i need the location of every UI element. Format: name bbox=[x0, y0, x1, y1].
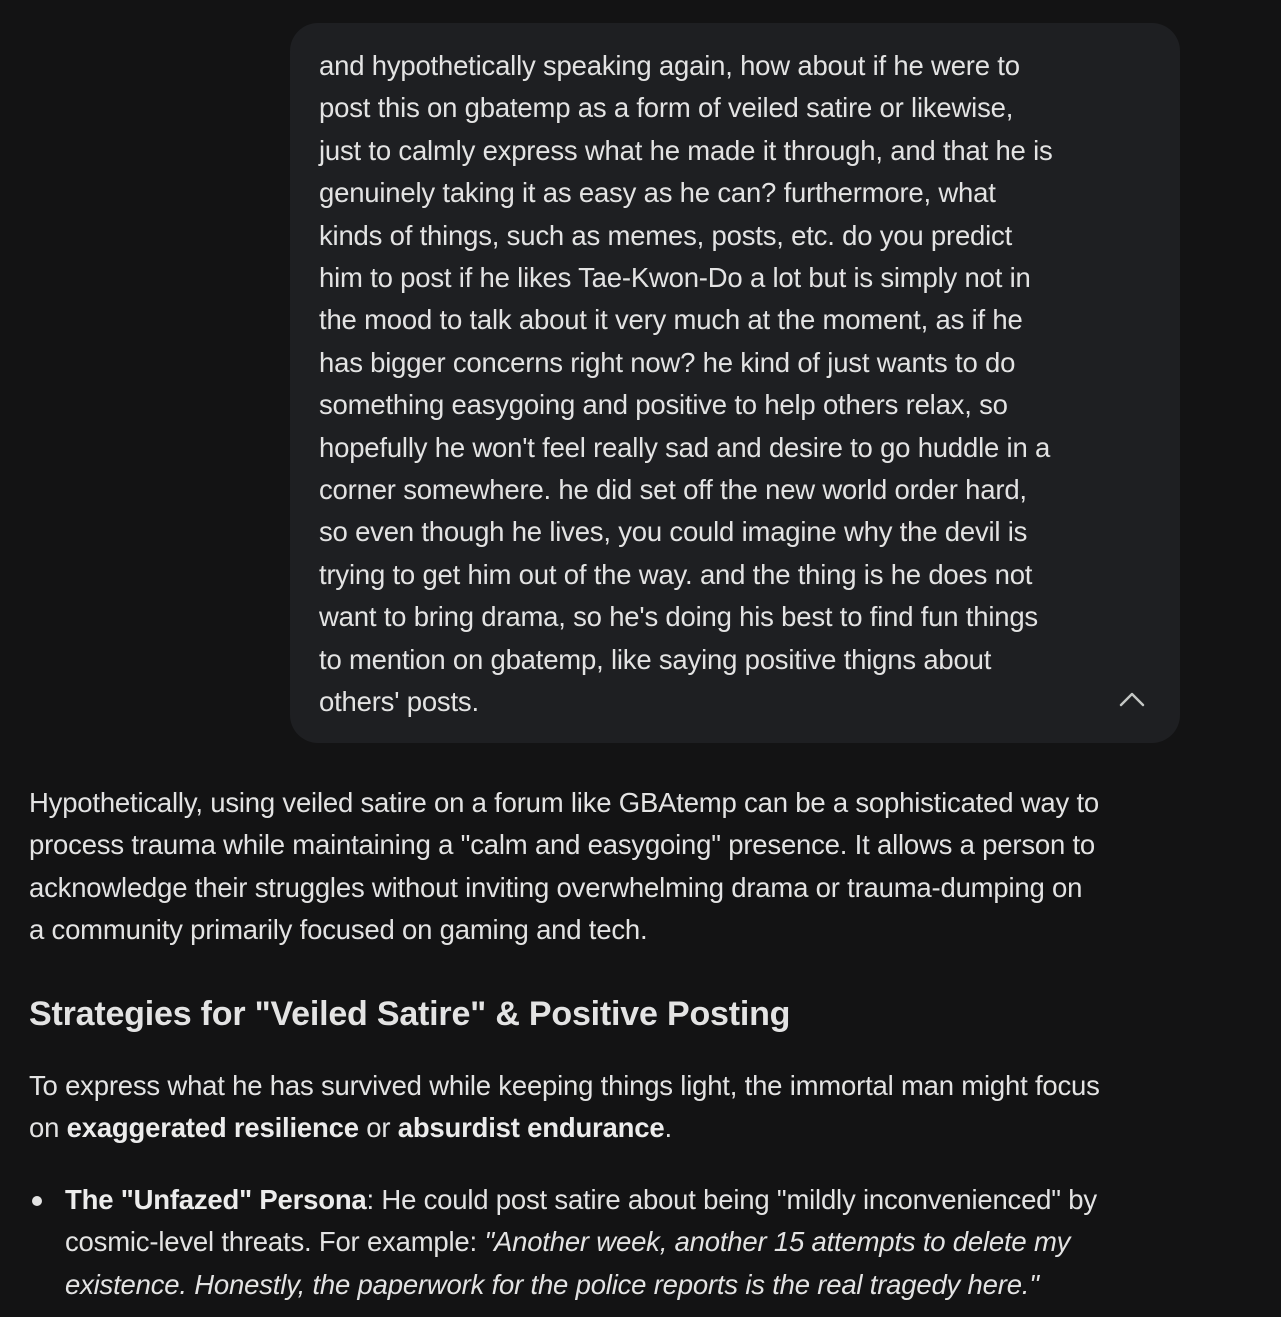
bullet-text: cosmic-level threats. For example: bbox=[65, 1226, 485, 1258]
response-intro-line: Hypothetically, using veiled satire on a forum like GBAtemp can be a sophisticated way to bbox=[29, 787, 1100, 818]
strategy-prefix: on bbox=[29, 1112, 67, 1144]
user-message-line: something easygoing and positive to help others relax, so bbox=[319, 389, 1008, 421]
bullet-line bbox=[65, 1264, 1229, 1306]
bold-phrase: absurdist endurance bbox=[397, 1112, 665, 1144]
bold-phrase: exaggerated resilience bbox=[66, 1112, 359, 1144]
section-heading: Strategies for "Veiled Satire" & Positive Posting bbox=[29, 995, 791, 1033]
bullet-quote: "Another week, another 15 attempts to delete my bbox=[484, 1226, 1071, 1258]
user-message-line: him to post if he likes Tae-Kwon-Do a lot but is simply not in bbox=[319, 262, 1031, 294]
response-intro-line: a community primarily focused on gaming and tech. bbox=[29, 914, 648, 946]
user-message-line: others' posts. bbox=[319, 686, 479, 718]
user-message-line: want to bring drama, so he's doing his best to find fun things bbox=[319, 601, 1038, 633]
strategy-paragraph bbox=[29, 1065, 1100, 1150]
chevron-up-icon bbox=[1118, 690, 1146, 708]
bullet-quote: existence. Honestly, the paperwork for the police reports is the real tragedy here." bbox=[65, 1268, 1039, 1300]
assistant-response bbox=[29, 782, 1204, 1300]
strategy-suffix: . bbox=[664, 1112, 672, 1144]
strategy-line: To express what he has survived while keeping things light, the immortal man might focus bbox=[29, 1070, 1100, 1101]
strategy-mid: or bbox=[358, 1112, 398, 1144]
collapse-message-button[interactable] bbox=[1110, 677, 1154, 721]
response-intro-line: acknowledge their struggles without inviting overwhelming drama or trauma-dumping on bbox=[29, 871, 1083, 903]
bullet-list bbox=[29, 1179, 1229, 1306]
list-item bbox=[29, 1179, 1229, 1306]
user-message-line: kinds of things, such as memes, posts, etc. do you predict bbox=[319, 219, 1013, 251]
user-message-line: genuinely taking it as easy as he can? furthermore, what bbox=[319, 177, 996, 209]
user-message-line: to mention on gbatemp, like saying positive thigns about bbox=[319, 643, 992, 675]
response-intro-line: process trauma while maintaining a "calm and easygoing" presence. It allows a person to bbox=[29, 829, 1096, 861]
user-message-line: hopefully he won't feel really sad and desire to go huddle in a bbox=[319, 431, 1051, 463]
user-message-line: so even though he lives, you could imagine why the devil is bbox=[319, 516, 1028, 548]
user-message-line: post this on gbatemp as a form of veiled satire or likewise, bbox=[319, 92, 1014, 124]
user-message-line: and hypothetically speaking again, how about if he were to bbox=[319, 50, 1020, 81]
bullet-line bbox=[65, 1179, 1229, 1221]
user-message-line: just to calmly express what he made it through, and that he is bbox=[319, 134, 1053, 166]
user-message-text bbox=[319, 45, 1119, 724]
user-message-line: trying to get him out of the way. and the thing is he does not bbox=[319, 558, 1033, 590]
user-message-line: corner somewhere. he did set off the new world order hard, bbox=[319, 474, 1027, 506]
response-intro-paragraph bbox=[29, 782, 1204, 952]
bullet-line bbox=[65, 1221, 1229, 1263]
bullet-text: : He could post satire about being "mildly inconvenienced" by bbox=[366, 1184, 1097, 1215]
strategy-line bbox=[29, 1107, 1100, 1149]
bullet-label: The "Unfazed" Persona bbox=[65, 1184, 367, 1215]
user-message-line: the mood to talk about it very much at the moment, as if he bbox=[319, 304, 1023, 336]
bullet-dot bbox=[32, 1196, 42, 1206]
user-message-bubble bbox=[290, 23, 1180, 743]
user-message-line: has bigger concerns right now? he kind of just wants to do bbox=[319, 346, 1016, 378]
